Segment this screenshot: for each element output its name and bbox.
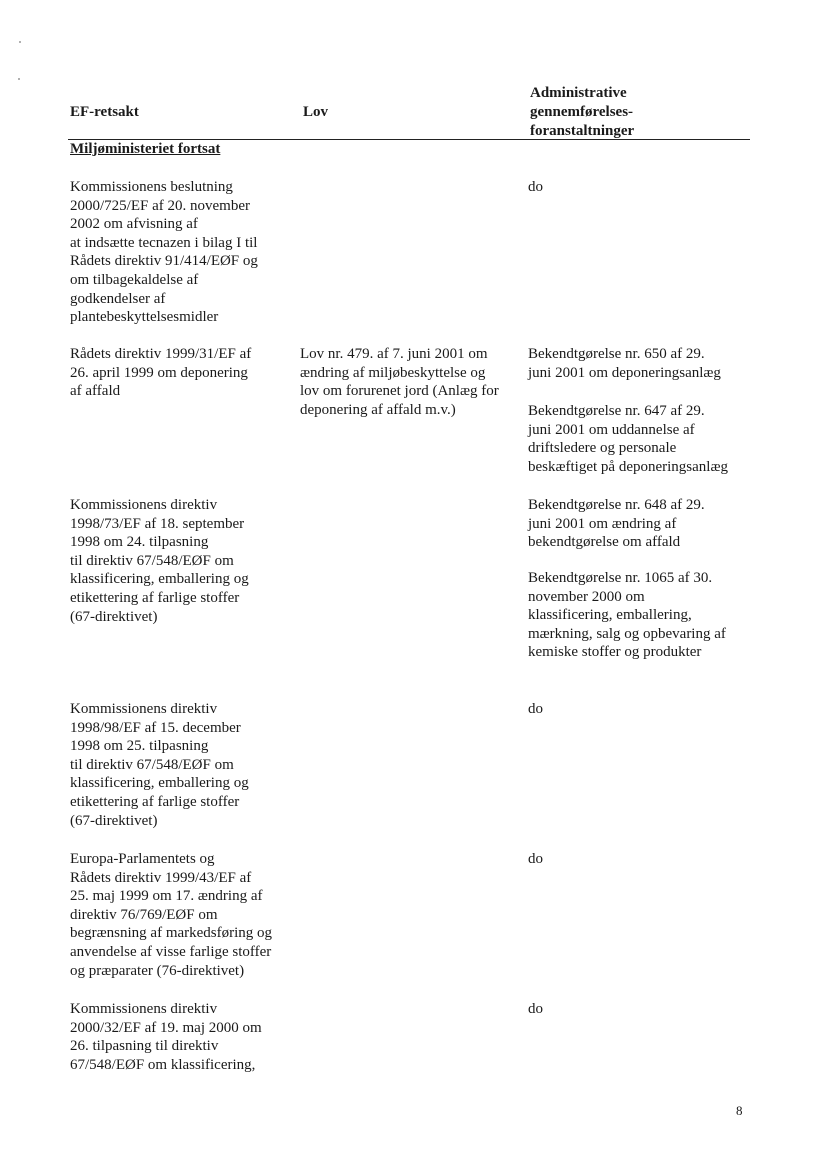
section-title: Miljøministeriet fortsat <box>70 141 221 157</box>
row-2-admin: Bekendtgørelse nr. 648 af 29. juni 2001 om ændring af bekendtgørelse om affald <box>528 497 705 551</box>
header-administrative: Administrative gennemførelses- foranstaltninger <box>530 85 635 139</box>
scan-speck <box>18 78 20 80</box>
row-4-ef-retsakt: Europa-Parlamentets og Rådets direktiv 1999/43/EF af 25. maj 1999 om 17. ændring af direktiv 76/769/EØF om begrænsning af markedsføring og anvendelse af visse farlige stoffer og præparater (76-direktivet) <box>70 851 273 979</box>
row-1-admin: Bekendtgørelse nr. 650 af 29. juni 2001 om deponeringsanlæg <box>528 346 721 381</box>
row-3-admin: do <box>528 701 543 717</box>
row-1-lov: Lov nr. 479. af 7. juni 2001 om ændring af miljøbeskyttelse og lov om forurenet jord (Anlæg for deponering af affald m.v.) <box>300 346 499 418</box>
row-2-admin-2: Bekendtgørelse nr. 1065 af 30. november 2000 om klassificering, emballering, mærkning, salg og opbevaring af kemiske stoffer og produkter <box>528 570 726 661</box>
row-5-ef-retsakt: Kommissionens direktiv 2000/32/EF af 19. maj 2000 om 26. tilpasning til direktiv 67/548/EØF om klassificering, <box>70 1001 262 1073</box>
header-rule <box>68 139 750 140</box>
row-3-ef-retsakt: Kommissionens direktiv 1998/98/EF af 15. december 1998 om 25. tilpasning til direktiv 67/548/EØF om klassificering, emballering og etikettering af farlige stoffer (67-direktivet) <box>70 701 249 829</box>
row-2-ef-retsakt: Kommissionens direktiv 1998/73/EF af 18. september 1998 om 24. tilpasning til direktiv 67/548/EØF om klassificering, emballering og etikettering af farlige stoffer (67-direktivet) <box>70 497 249 625</box>
row-1-admin-2: Bekendtgørelse nr. 647 af 29. juni 2001 om uddannelse af driftsledere og personale beskæftiget på deponeringsanlæg <box>528 403 728 475</box>
header-ef-retsakt: EF-retsakt <box>70 104 139 120</box>
row-0-ef-retsakt: Kommissionens beslutning 2000/725/EF af 20. november 2002 om afvisning af at indsætte tecnazen i bilag I til Rådets direktiv 91/414/EØF og om tilbagekaldelse af godkendelser af plantebeskyttelsesmidler <box>70 179 258 326</box>
row-0-admin: do <box>528 179 543 195</box>
row-4-admin: do <box>528 851 543 867</box>
scan-speck <box>19 41 21 43</box>
header-lov: Lov <box>303 104 329 120</box>
row-5-admin: do <box>528 1001 543 1017</box>
page-number: 8 <box>736 1103 743 1118</box>
row-1-ef-retsakt: Rådets direktiv 1999/31/EF af 26. april 1999 om deponering af affald <box>70 346 252 400</box>
